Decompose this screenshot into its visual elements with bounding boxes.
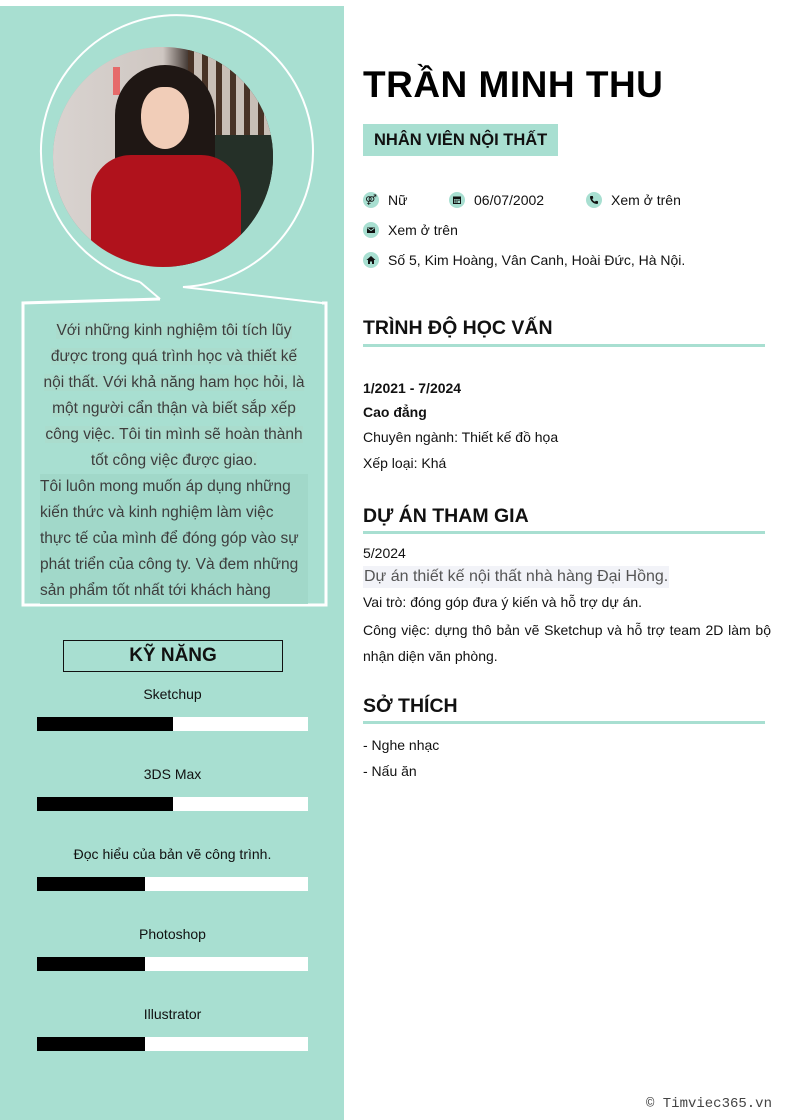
job-title-badge: NHÂN VIÊN NỘI THẤT	[363, 124, 558, 156]
home-icon	[363, 252, 379, 268]
contact-birthday: 06/07/2002	[449, 192, 544, 208]
calendar-icon	[449, 192, 465, 208]
hobby-item: - Nghe nhạc	[363, 737, 440, 753]
skill-bar-fill	[37, 877, 145, 891]
section-divider	[363, 721, 765, 724]
contact-phone: Xem ở trên	[586, 192, 681, 208]
skill-bar	[37, 877, 308, 891]
contact-gender: ⚤ Nữ	[363, 192, 407, 208]
skill-name: Illustrator	[143, 1006, 202, 1022]
skill-name: Photoshop	[139, 926, 206, 942]
section-divider	[363, 344, 765, 347]
hobbies-heading: SỞ THÍCH	[363, 695, 458, 717]
skills-heading: KỸ NĂNG	[63, 640, 283, 672]
projects-heading: DỰ ÁN THAM GIA	[363, 505, 529, 527]
candidate-name: TRẦN MINH THU	[363, 64, 664, 105]
skill-bar-fill	[37, 1037, 145, 1051]
project-name: Dự án thiết kế nội thất nhà hàng Đại Hồng.	[363, 566, 669, 588]
skill-item	[37, 764, 308, 811]
hobby-item: - Nấu ăn	[363, 763, 417, 779]
about-paragraph-1: Với những kinh nghiệm tôi tích lũy được trong quá trình học và thiết kế nội thất. Với khả năng ham học hỏi, là một người cẩn thận và biết sắp xếp công việc. Tôi tin mình sẽ hoàn thành tốt công việc được giao.	[43, 322, 305, 469]
skill-name: 3DS Max	[143, 766, 202, 782]
skill-item	[37, 684, 308, 731]
education-heading: TRÌNH ĐỘ HỌC VẤN	[363, 317, 553, 339]
about-paragraph-2: Tôi luôn mong muốn áp dụng những kiến thức và kinh nghiệm làm việc thực tế của mình để đóng góp vào sự phát triển của công ty. Và đem những sản phẩm tốt nhất tới khách hàng	[40, 474, 308, 604]
education-major: Chuyên ngành: Thiết kế đồ họa	[363, 429, 559, 445]
profile-photo	[53, 47, 273, 267]
project-role: Vai trò: đóng góp đưa ý kiến và hỗ trợ dự án.	[363, 594, 643, 610]
skill-bar	[37, 717, 308, 731]
about-me	[40, 318, 308, 604]
skill-item	[37, 1004, 308, 1051]
watermark: © Timviec365.vn	[645, 1096, 772, 1112]
skill-name: Sketchup	[143, 686, 202, 702]
skill-bar-fill	[37, 797, 173, 811]
education-degree: Cao đẳng	[363, 404, 427, 420]
skill-item	[37, 924, 308, 971]
contact-address: Số 5, Kim Hoàng, Vân Canh, Hoài Đức, Hà Nội.	[363, 252, 685, 268]
skill-item	[37, 844, 308, 891]
sidebar	[0, 6, 344, 1120]
phone-icon	[586, 192, 602, 208]
contact-email: Xem ở trên	[363, 222, 458, 238]
skill-bar-fill	[37, 957, 145, 971]
project-date: 5/2024	[363, 545, 406, 561]
skill-bar	[37, 1037, 308, 1051]
skill-bar	[37, 957, 308, 971]
gender-icon: ⚤	[363, 192, 379, 208]
skill-bar-fill	[37, 717, 173, 731]
education-period: 1/2021 - 7/2024	[363, 380, 462, 396]
skill-bar	[37, 797, 308, 811]
education-rank: Xếp loại: Khá	[363, 455, 447, 471]
section-divider	[363, 531, 765, 534]
project-work: Công việc: dựng thô bản vẽ Sketchup và hỗ trợ team 2D làm bộ nhận diện văn phòng.	[363, 622, 771, 664]
mail-icon	[363, 222, 379, 238]
skill-name: Đọc hiểu của bản vẽ công trình.	[73, 846, 272, 862]
